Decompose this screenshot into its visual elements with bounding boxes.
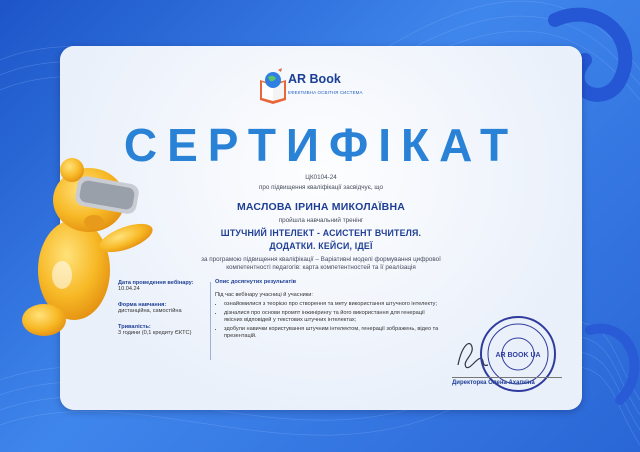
director-signature-label: Директорка Олена Ахапкіна [452, 380, 535, 386]
signature-line [452, 377, 562, 378]
results-label: Опис досягнутих результатів [215, 279, 297, 285]
certificate-title: СЕРТИФІКАТ [123, 119, 519, 171]
form-value: дистанційна, самостійна [118, 308, 182, 314]
results-intro: Під час вебінару учасниці й учасники: [215, 291, 313, 298]
program-line1: за програмою підвищення кваліфікації – Варіативні моделі формування цифрової [201, 256, 441, 263]
duration-label: Тривалість: [118, 324, 151, 330]
brand-name: AR Book [288, 72, 341, 86]
list-item: • дізналися про основи промпт інжинірингу та його використання для генерації якісних відповідей у текстових штучних інтелектах; [224, 310, 440, 325]
course-title-line1: ШТУЧНИЙ ІНТЕЛЕКТ - АСИСТЕНТ ВЧИТЕЛЯ. [220, 228, 422, 238]
certificate-number: ЦК0104-24 [305, 174, 337, 181]
course-title-line2: ДОДАТКИ. КЕЙСИ, ІДЕЇ [269, 241, 373, 251]
results-column [215, 279, 440, 342]
confirm-text: про підвищення кваліфікації засвідчує, що [258, 184, 384, 191]
stamp-text: AR BOOK UA [495, 352, 541, 359]
list-item: • здобули навички користування штучним інтелектом, генерації зображень, відео та презентацій. [224, 326, 440, 341]
form-label: Форма навчання: [118, 302, 167, 308]
date-value: 10.04.24 [118, 286, 140, 292]
date-label: Дата проведення вебінару: [118, 280, 194, 286]
list-item: • ознайомилися з теорією про створення та мету використання штучного інтелекту; [224, 301, 440, 309]
results-list [215, 301, 440, 341]
column-divider [210, 282, 211, 360]
program-line2: компетентності педагогів: карта компетентностей та її реалізація [226, 264, 416, 271]
completed-text: пройшла навчальний тренінг [278, 217, 364, 224]
ar-book-logo-icon [256, 66, 290, 106]
duration-value: 3 години (0,1 кредиту ЄКТС) [118, 330, 192, 336]
teddy-bear-vr-illustration [14, 150, 164, 350]
recipient-name: МАСЛОВА ІРИНА МИКОЛАЇВНА [236, 201, 406, 213]
brand-tagline: ЕФЕКТИВНА ОСВІТНЯ СИСТЕМА [288, 90, 363, 95]
